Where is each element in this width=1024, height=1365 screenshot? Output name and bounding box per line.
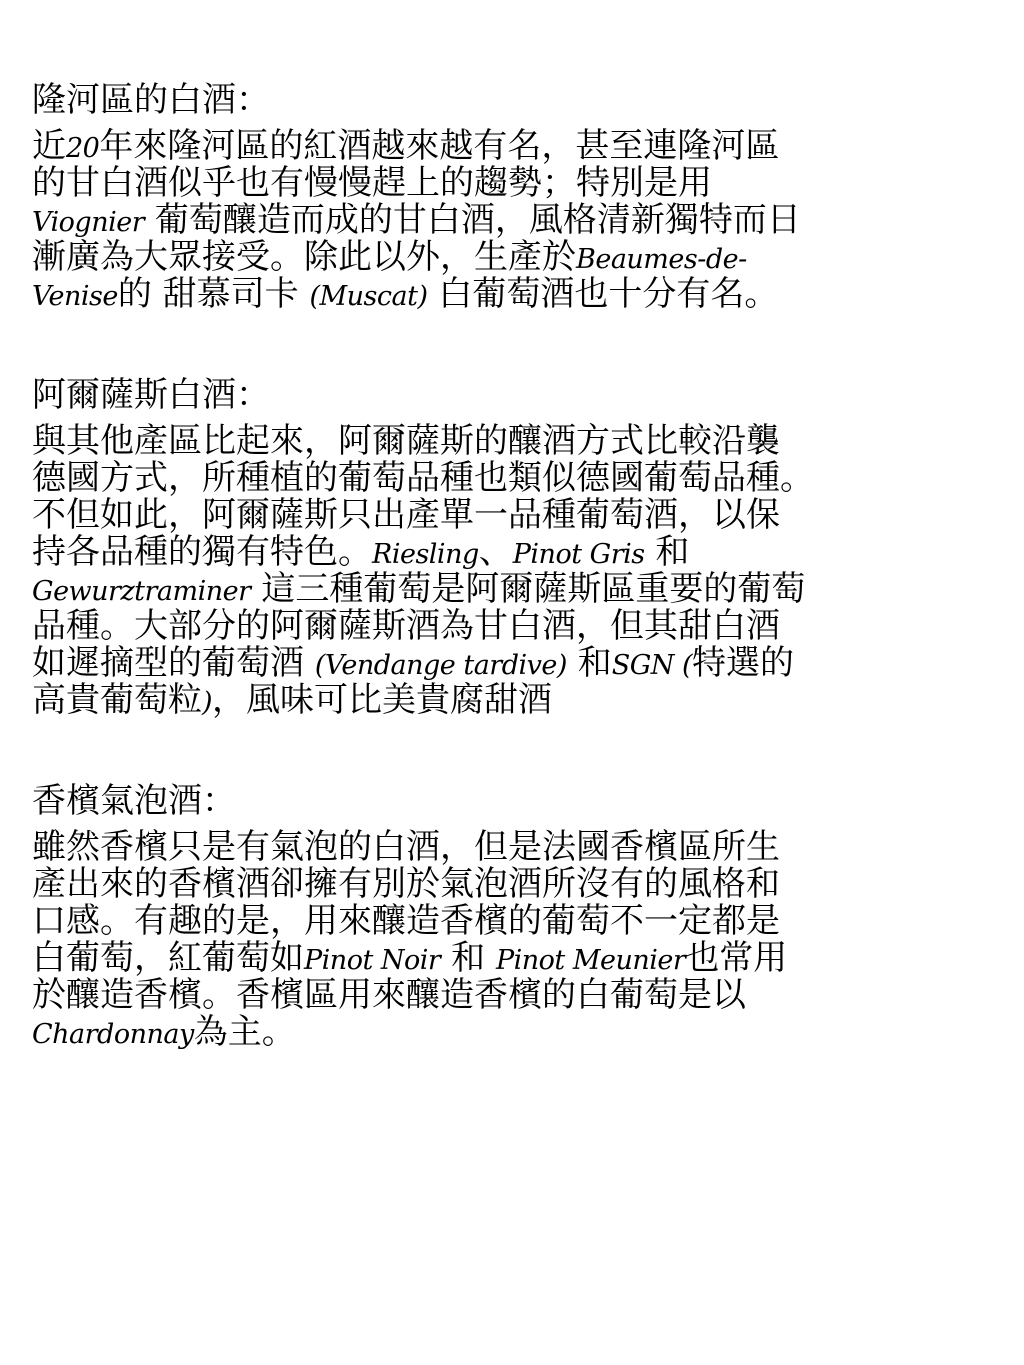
- text-line: [32, 1014, 982, 1051]
- section-heading: 阿爾薩斯白酒：: [32, 375, 270, 415]
- latin-run: Riesling: [372, 539, 479, 570]
- latin-run: Pinot Gris: [512, 539, 645, 570]
- text-line: [32, 571, 982, 608]
- latin-run: Pinot Noir: [304, 945, 441, 976]
- text-run: ，風味可比美貴腐甜酒: [212, 680, 553, 720]
- text-run: 也常用: [685, 938, 788, 978]
- text-line: [32, 903, 982, 940]
- latin-run: Gewurztraminer: [32, 576, 251, 607]
- document-page: [32, 78, 982, 1111]
- paragraph: [32, 423, 982, 719]
- latin-run: Beaumes-de-: [576, 244, 747, 275]
- text-run: 、: [478, 532, 513, 572]
- latin-run: Venise: [32, 281, 118, 312]
- text-run: 葡萄釀造而成的甘白酒，風格清新獨特而日: [144, 200, 801, 240]
- section-alsace: [32, 373, 982, 719]
- latin-run: SGN (: [611, 650, 693, 681]
- text-line: [32, 165, 982, 202]
- section-heading: 香檳氣泡酒：: [32, 781, 236, 821]
- text-run: 為主。: [193, 1012, 296, 1052]
- text-line: [32, 202, 982, 239]
- text-line: [32, 423, 982, 460]
- text-run: 持各品種的獨有特色。: [32, 532, 372, 572]
- text-run: 德國方式，所種植的葡萄品種也類似德國葡萄品種。: [32, 458, 814, 498]
- text-run: 產出來的香檳酒卻擁有別於氣泡酒所沒有的風格和: [32, 864, 780, 904]
- latin-run: (Vendange tardive): [314, 650, 567, 681]
- text-line: [32, 608, 982, 645]
- section-champagne: [32, 779, 982, 1051]
- text-run: 和: [566, 643, 612, 683]
- paragraph: [32, 829, 982, 1051]
- text-run: 白葡萄酒也十分有名。: [427, 274, 779, 314]
- text-run: 口感。有趣的是，用來釀造香檳的葡萄不一定都是: [32, 901, 780, 941]
- text-run: 年來隆河區的紅酒越來越有名，甚至連隆河區: [99, 126, 780, 166]
- text-run: 這三種葡萄是阿爾薩斯區重要的葡萄: [250, 569, 806, 609]
- text-line: [32, 977, 982, 1014]
- text-line: [32, 276, 982, 313]
- text-run: 特選的: [692, 643, 795, 683]
- text-line: [32, 866, 982, 903]
- text-run: 如遲摘型的葡萄酒: [32, 643, 315, 683]
- latin-run: Pinot Meunier: [495, 945, 686, 976]
- text-line: [32, 128, 982, 165]
- text-run: 和: [440, 938, 496, 978]
- latin-run: (Muscat): [309, 281, 428, 312]
- text-run: 白葡萄，紅葡萄如: [32, 938, 304, 978]
- text-line: [32, 460, 982, 497]
- text-run: 於釀造香檳。香檳區用來釀造香檳的白葡萄是以: [32, 975, 746, 1015]
- latin-run: Viognier: [32, 207, 145, 238]
- latin-run: 20: [66, 133, 100, 164]
- text-line: [32, 534, 982, 571]
- text-run: 雖然香檳只是有氣泡的白酒，但是法國香檳區所生: [32, 827, 780, 867]
- text-run: 的 甜慕司卡: [117, 274, 310, 314]
- text-run: 高貴葡萄粒: [32, 680, 202, 720]
- paragraph: [32, 128, 982, 313]
- text-line: [32, 645, 982, 682]
- latin-run: Chardonnay: [32, 1019, 194, 1050]
- latin-run: ): [202, 687, 213, 718]
- text-run: 不但如此，阿爾薩斯只出產單一品種葡萄酒，以保: [32, 495, 780, 535]
- section-heading: 隆河區的白酒：: [32, 80, 270, 120]
- text-line: [32, 940, 982, 977]
- text-line: [32, 497, 982, 534]
- text-run: 品種。大部分的阿爾薩斯酒為甘白酒，但其甜白酒: [32, 606, 780, 646]
- text-run: 漸廣為大眾接受。除此以外，生產於: [32, 237, 576, 277]
- section-rhone: [32, 78, 982, 313]
- text-run: 和: [644, 532, 690, 572]
- text-run: 近: [32, 126, 66, 166]
- text-run: 與其他產區比起來，阿爾薩斯的釀酒方式比較沿襲: [32, 421, 780, 461]
- text-line: [32, 682, 982, 719]
- text-line: [32, 239, 982, 276]
- text-line: [32, 829, 982, 866]
- text-run: 的甘白酒似乎也有慢慢趕上的趨勢；特別是用: [32, 163, 712, 203]
